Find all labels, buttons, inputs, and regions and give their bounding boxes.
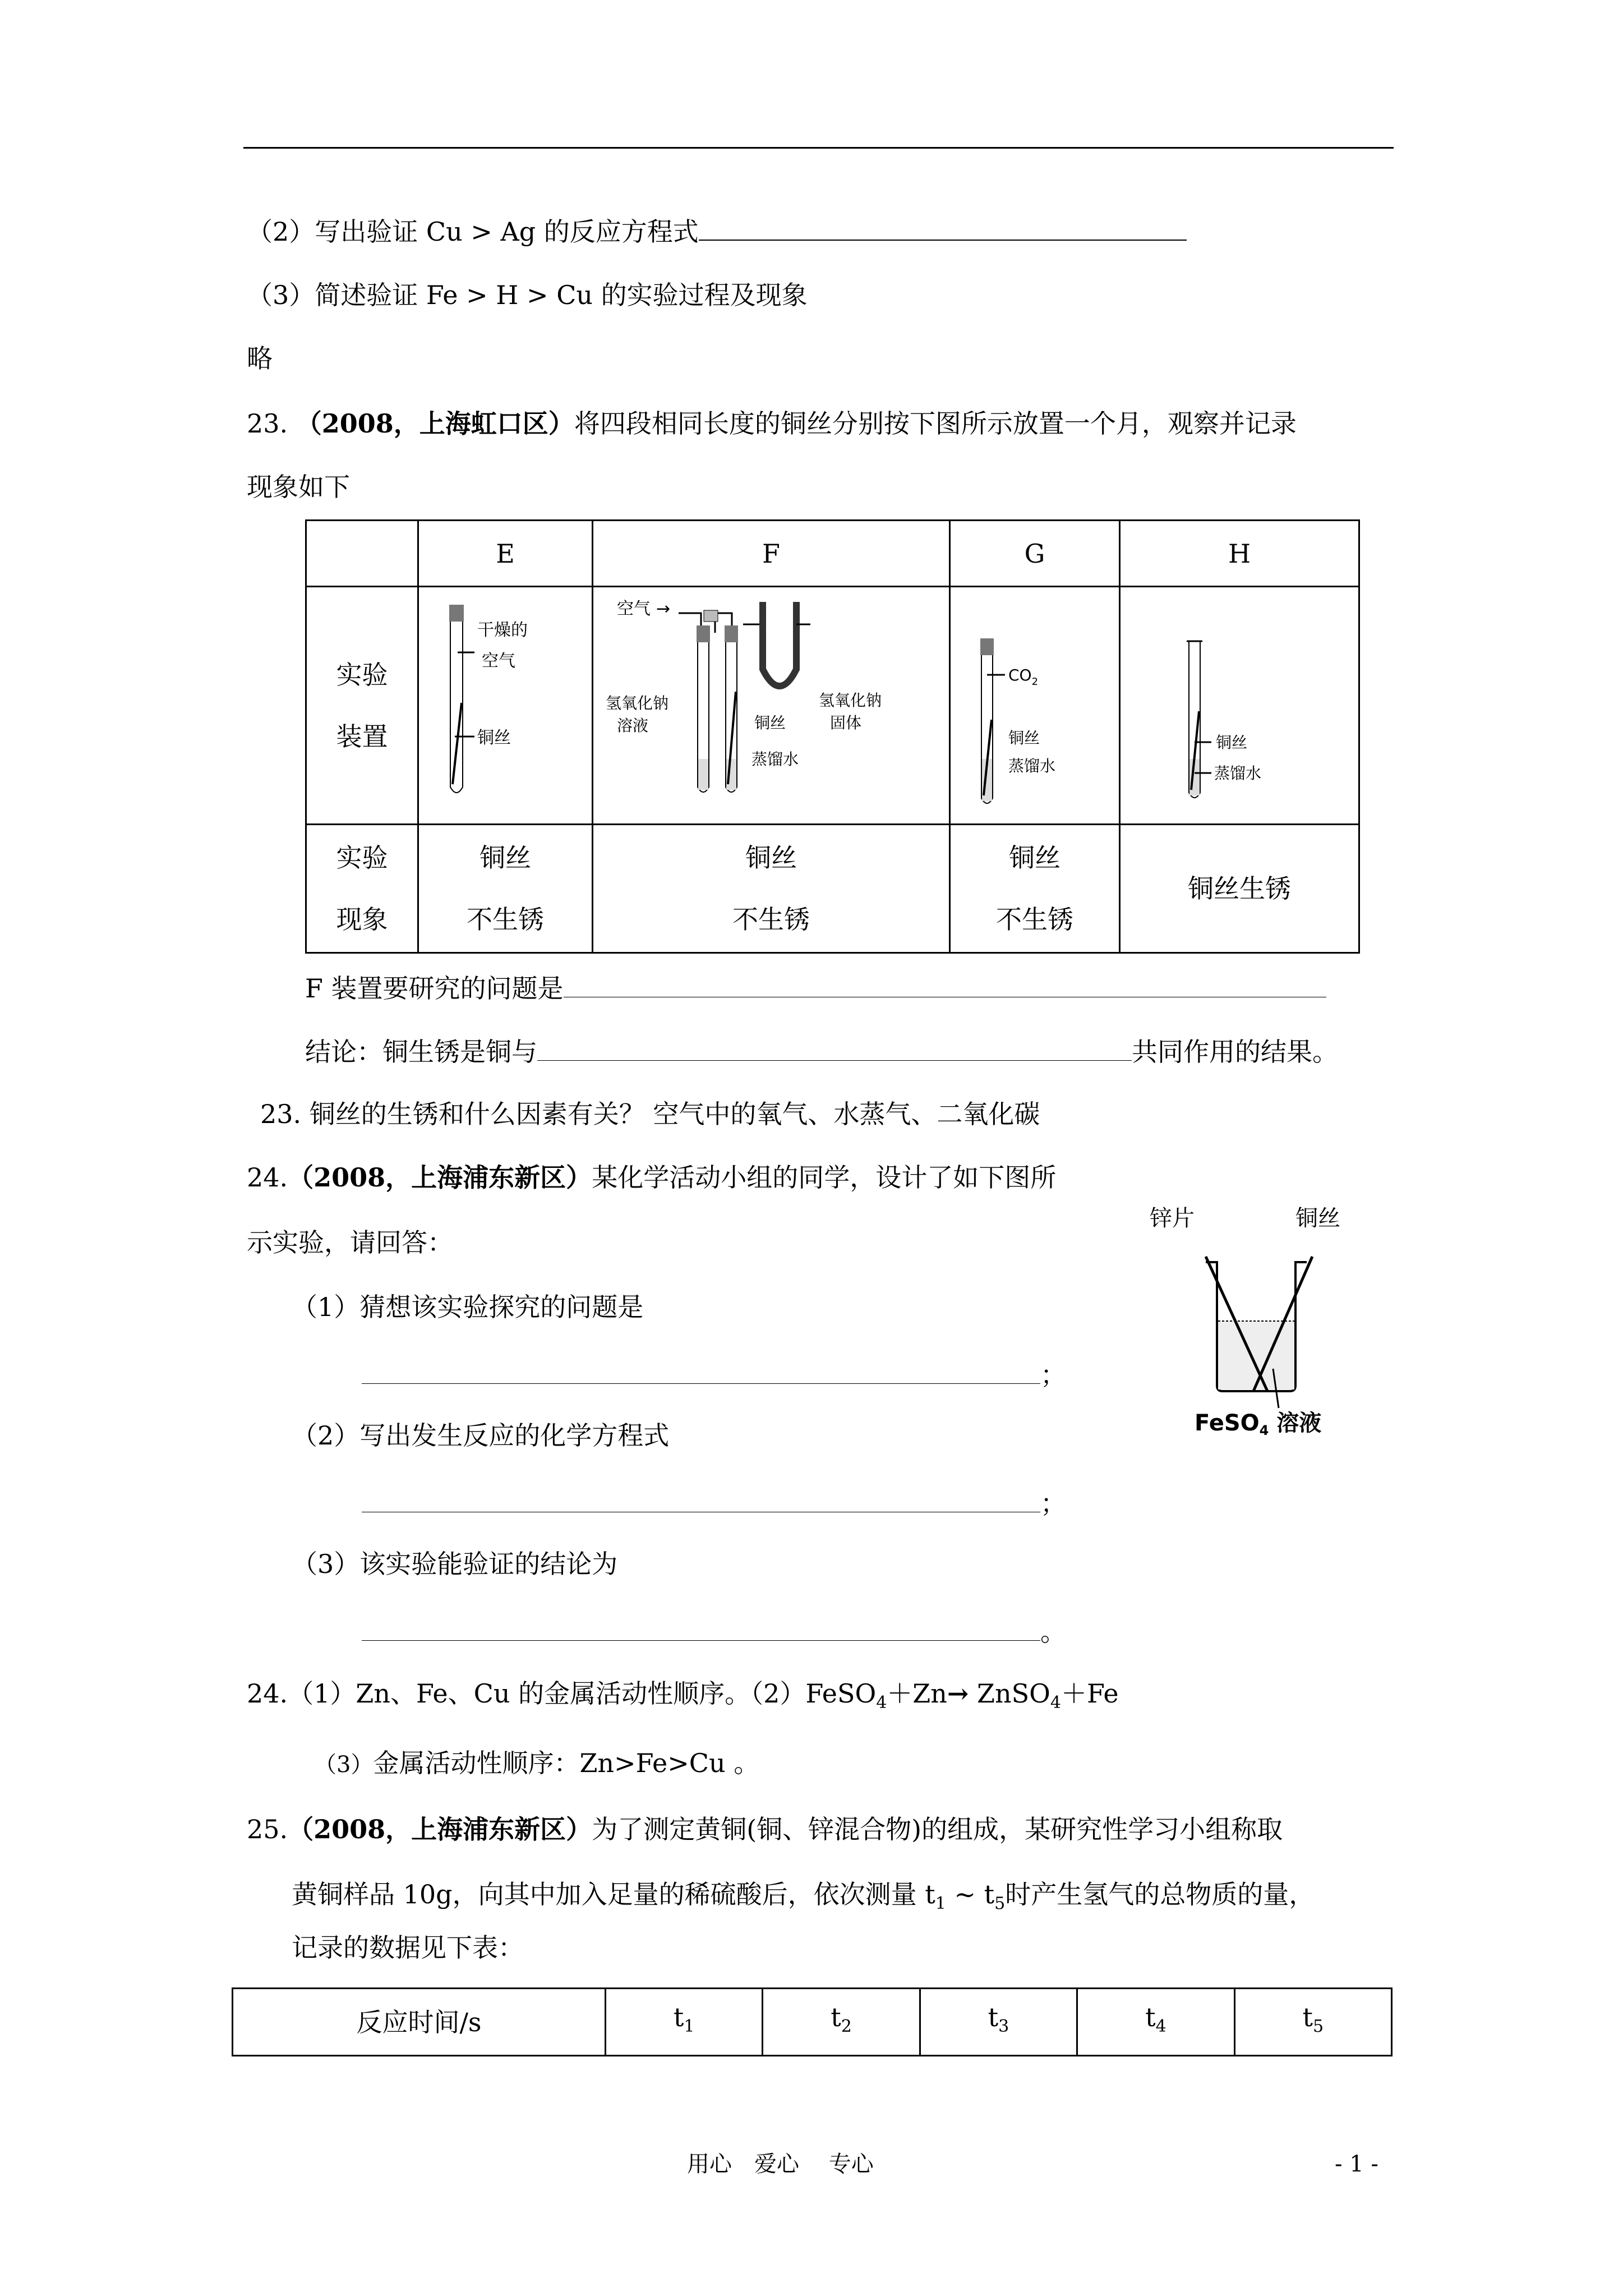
header-h: H — [1120, 521, 1359, 587]
header-e: E — [418, 521, 593, 587]
phenomenon-f: 铜丝 不生锈 — [593, 825, 950, 953]
q24-stem: 24.（2008，上海浦东新区）某化学活动小组的同学，设计了如下图所 — [247, 1162, 1057, 1193]
q25-stem: 25.（2008，上海浦东新区）为了测定黄铜(铜、锌混合物)的组成，某研究性学习小组称取 — [247, 1814, 1283, 1844]
q24-part2: （2）写出发生反应的化学方程式 — [292, 1420, 670, 1451]
header-reaction-time: 反应时间/s — [233, 1989, 606, 2056]
q24-blank3: 。 — [362, 1615, 1066, 1649]
svg-text:铜丝: 铜丝 — [477, 728, 511, 748]
q24-answer-3: （3）金属活动性顺序：Zn>Fe>Cu 。 — [314, 1748, 760, 1778]
q23-table — [305, 519, 1360, 954]
test-tube-e-figure — [421, 591, 589, 821]
svg-text:干燥的: 干燥的 — [477, 620, 528, 640]
q23-stem: 23. （2008，上海虹口区）将四段相同长度的铜丝分别按下图所示放置一个月，观察并记录 — [247, 408, 1297, 439]
svg-text:溶液: 溶液 — [617, 716, 649, 735]
time-t2: $t_2$ — [763, 1989, 920, 2056]
svg-text:蒸馏水: 蒸馏水 — [1214, 763, 1262, 783]
header-g: G — [950, 521, 1120, 587]
svg-text:铜丝: 铜丝 — [754, 713, 786, 732]
f-apparatus-figure — [594, 591, 948, 821]
q25-stem-3: 记录的数据见下表： — [292, 1932, 524, 1963]
time-t1: $t_1$ — [606, 1989, 763, 2056]
apparatus-g — [950, 587, 1120, 825]
svg-text:CO2: $CO_2$ — [1008, 665, 1039, 688]
header-rule — [243, 147, 1394, 149]
q23-f-question: F 装置要研究的问题是 — [305, 972, 1326, 1005]
svg-text:铜丝: 铜丝 — [1008, 728, 1040, 747]
svg-text:→: → — [656, 599, 671, 619]
q24-part1: （1）猜想该实验探究的问题是 — [292, 1292, 644, 1322]
test-tube-h-figure — [1122, 591, 1357, 821]
q24-part3: （3）该实验能验证的结论为 — [292, 1549, 618, 1579]
svg-text:锌片: 锌片 — [1150, 1205, 1195, 1231]
svg-text:氢氧化钠: 氢氧化钠 — [606, 693, 669, 712]
svg-text:蒸馏水: 蒸馏水 — [1008, 756, 1056, 775]
q24-blank1: ； — [362, 1358, 1066, 1392]
svg-text:空气: 空气 — [482, 651, 515, 671]
row-label-apparatus: 实验 装置 — [306, 587, 418, 825]
svg-text:铜丝: 铜丝 — [1216, 733, 1248, 752]
time-t4: $t_4$ — [1077, 1989, 1234, 2056]
svg-text:FeSO4 溶液: FeSO$_4$ 溶液 — [1195, 1410, 1322, 1436]
phenomenon-h: 铜丝生锈 — [1120, 825, 1359, 953]
q22-part2: （2）写出验证 Cu > Ag 的反应方程式 — [247, 215, 1187, 249]
test-tube-g-figure — [953, 591, 1116, 821]
phenomenon-g: 铜丝 不生锈 — [950, 825, 1120, 953]
q23-conclusion: 结论：铜生锈是铜与 共同作用的结果。 — [305, 1037, 1338, 1067]
q25-stem-2: 黄铜样品 10g，向其中加入足量的稀硫酸后，依次测量 $t_1$ ~ $t_5$时产生氢气的总物质的量， — [292, 1879, 1315, 1914]
svg-text:空气: 空气 — [617, 599, 651, 619]
q23-stem-2: 现象如下 — [247, 472, 350, 502]
svg-text:氢氧化钠: 氢氧化钠 — [819, 691, 882, 710]
q23-answer: 23. 铜丝的生锈和什么因素有关？ 空气中的氧气、水蒸气、二氧化碳 — [260, 1099, 1040, 1129]
header-empty — [306, 521, 418, 587]
time-t3: $t_3$ — [920, 1989, 1077, 2056]
apparatus-e — [418, 587, 593, 825]
q25-table — [232, 1987, 1393, 2056]
page-number: - 1 - — [1335, 2151, 1378, 2177]
svg-text:铜丝: 铜丝 — [1295, 1205, 1340, 1231]
header-f: F — [593, 521, 950, 587]
q24-stem-2: 示实验，请回答： — [247, 1227, 453, 1258]
time-t5: $t_5$ — [1234, 1989, 1391, 2056]
beaker-figure — [1133, 1200, 1368, 1436]
svg-text:固体: 固体 — [830, 713, 862, 732]
apparatus-h — [1120, 587, 1359, 825]
apparatus-f — [593, 587, 950, 825]
row-label-phenomenon: 实验 现象 — [306, 825, 418, 953]
q24-answer-1: 24.（1）Zn、Fe、Cu 的金属活动性顺序。（2）FeSO$_4$＋Zn→ ZnSO$_4$＋Fe — [247, 1678, 1119, 1713]
q24-blank2: ； — [362, 1487, 1066, 1520]
q22-answer: 略 — [247, 343, 273, 374]
phenomenon-e: 铜丝 不生锈 — [418, 825, 593, 953]
footer-motto: 用心 爱心 专心 — [687, 2151, 874, 2177]
svg-text:蒸馏水: 蒸馏水 — [751, 749, 799, 769]
q22-part3: （3）简述验证 Fe > H > Cu 的实验过程及现象 — [247, 280, 808, 310]
